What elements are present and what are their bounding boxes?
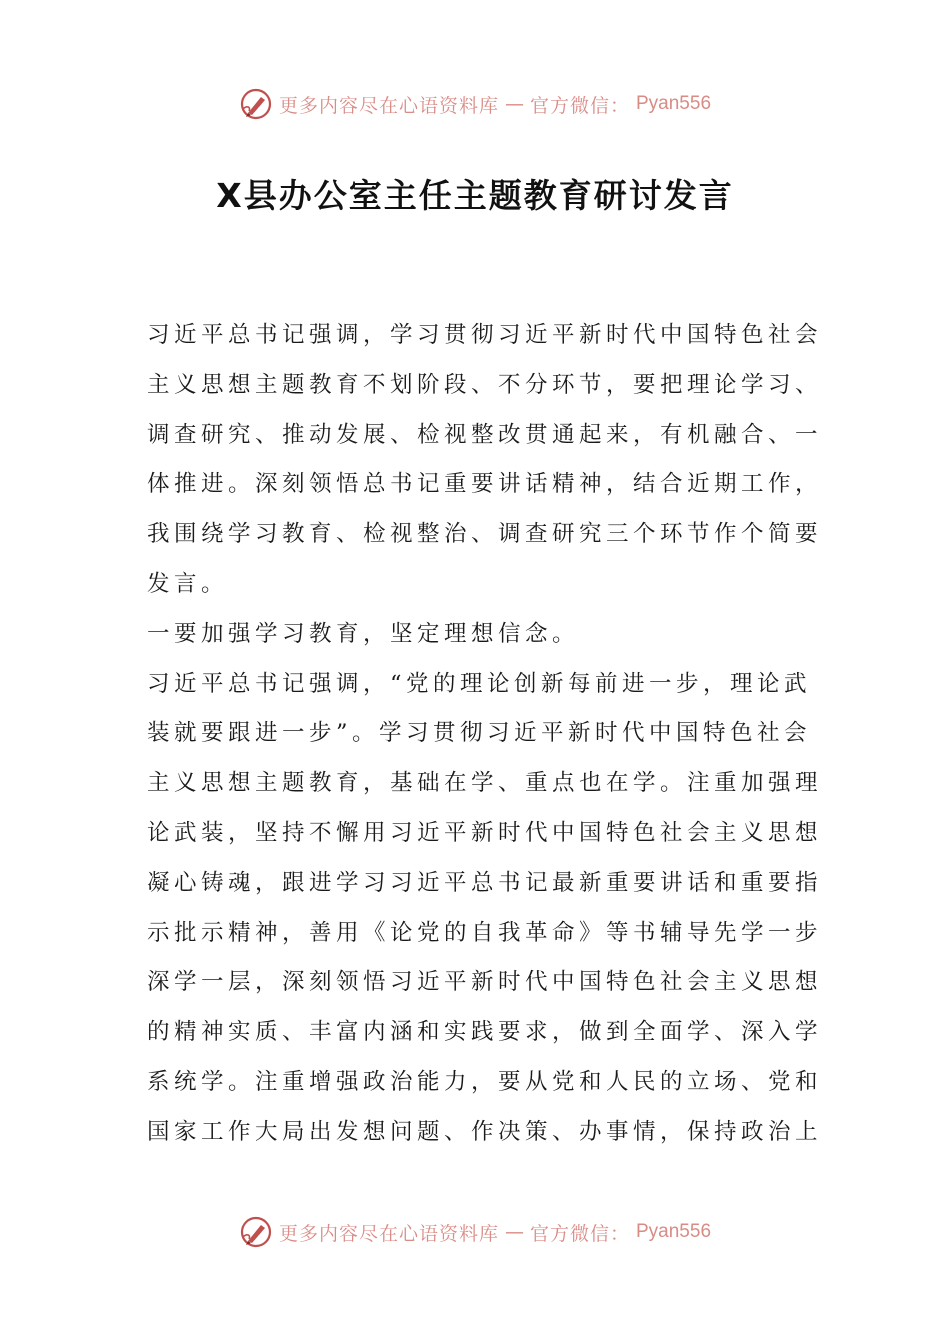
banner-wechat-id: Pyan556 (636, 93, 712, 114)
body-line: 主义思想主题教育不划阶段、不分环节，要把理论学习、 (147, 371, 823, 398)
banner-separator: — (504, 93, 524, 115)
body-line: 发言。 (147, 570, 229, 597)
body-line: 主义思想主题教育，基础在学、重点也在学。注重加强理 (147, 770, 823, 797)
body-line: 装就要跟进一步”。学习贯彻习近平新时代中国特色社会 (147, 720, 812, 747)
document-title: X县办公室主任主题教育研讨发言 (216, 176, 734, 215)
banner-wechat-id: Pyan556 (636, 1221, 712, 1242)
pen-logo-icon (239, 1215, 273, 1249)
banner-separator: — (504, 1221, 524, 1243)
footer-banner (0, 1212, 950, 1252)
banner-label: 官方微信： (529, 1222, 630, 1245)
body-line: 论武装，坚持不懈用习近平新时代中国特色社会主义思想 (147, 819, 823, 846)
banner-text: 更多内容尽在心语资料库 (278, 1222, 499, 1245)
section-heading: 一要加强学习教育，坚定理想信念。 (147, 620, 580, 647)
body-line: 示批示精神，善用《论党的自我革命》等书辅导先学一步 (147, 919, 823, 946)
body-line: 深学一层，深刻领悟习近平新时代中国特色社会主义思想 (147, 969, 823, 996)
header-banner (0, 84, 950, 124)
body-line: 凝心铸魂，跟进学习习近平总书记最新重要讲话和重要指 (147, 869, 823, 896)
body-line: 习近平总书记强调，学习贯彻习近平新时代中国特色社会 (147, 322, 823, 348)
body-line: 习近平总书记强调，“党的理论创新每前进一步，理论武 (147, 670, 812, 697)
banner-label: 官方微信： (529, 94, 630, 117)
body-line: 的精神实质、丰富内涵和实践要求，做到全面学、深入学 (147, 1019, 823, 1046)
body-line: 体推进。深刻领悟总书记重要讲话精神，结合近期工作， (147, 471, 823, 498)
document-body (147, 311, 823, 1158)
body-line: 系统学。注重增强政治能力，要从党和人民的立场、党和 (147, 1068, 823, 1095)
pen-logo-icon (239, 87, 273, 121)
body-line: 调查研究、推动发展、检视整改贯通起来，有机融合、一 (147, 421, 823, 448)
banner-text: 更多内容尽在心语资料库 (278, 94, 499, 117)
body-line: 我围绕学习教育、检视整治、调查研究三个环节作个简要 (147, 521, 823, 548)
body-line: 国家工作大局出发想问题、作决策、办事情，保持政治上 (147, 1118, 823, 1145)
